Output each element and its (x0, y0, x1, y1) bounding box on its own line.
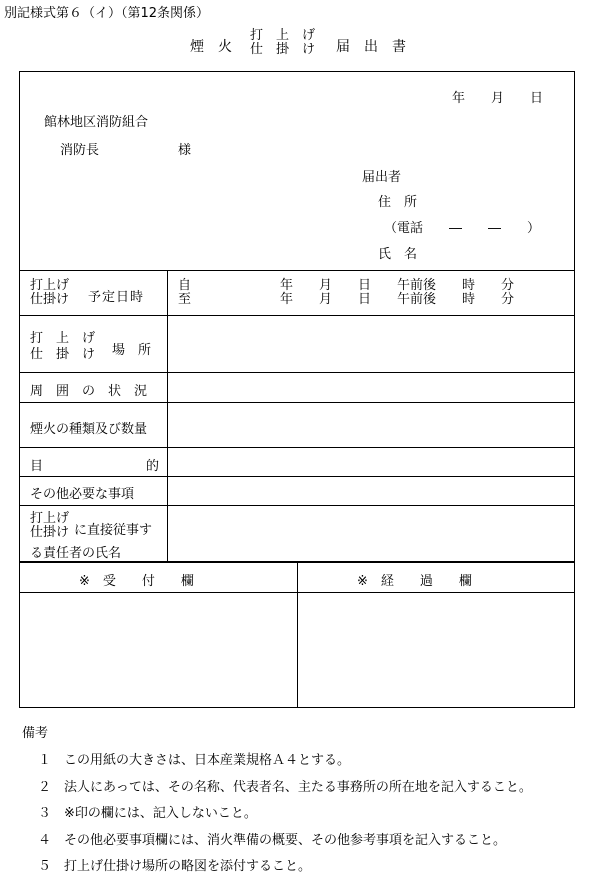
responsible-input[interactable] (168, 506, 575, 562)
name-label: 氏 名 (378, 247, 418, 262)
from-label: 自 (178, 278, 192, 293)
resp-stack (30, 512, 69, 540)
schedule-input[interactable] (168, 271, 575, 315)
title-stack-top: 打 上 げ (250, 28, 316, 43)
notes-title: 備考 (22, 726, 49, 741)
note-item: １ この用紙の大きさは、日本産業規格Ａ４とする。 (38, 753, 351, 768)
title-part2: 届 出 書 (336, 39, 406, 55)
to-label: 至 (178, 292, 192, 307)
resp-line1: に直接従事す (74, 523, 153, 538)
types-input[interactable] (168, 403, 575, 447)
place-stack-top: 打 上 げ (30, 331, 96, 346)
schedule-stack-bottom: 仕掛け (30, 292, 70, 307)
title-part1: 煙 火 (190, 39, 232, 55)
from-datetime: 年 月 日 午前後 時 分 (280, 278, 515, 293)
resp-stack-bottom: 仕掛け (30, 525, 70, 540)
other-input[interactable] (168, 477, 575, 505)
place-label: 場 所 (112, 343, 152, 358)
org-name: 館林地区消防組合 (44, 115, 149, 130)
title-stack-bottom: 仕 掛 け (250, 42, 316, 57)
notifier-label: 届出者 (362, 170, 402, 185)
note-item: ３ ※印の欄には、記入しないこと。 (38, 806, 257, 821)
resp-stack-top: 打上げ (30, 511, 70, 526)
place-stack (30, 331, 95, 363)
reception-header: ※ 受 付 欄 (79, 574, 194, 589)
place-input[interactable] (168, 316, 575, 372)
sama-label: 様 (178, 143, 192, 158)
office-divider (297, 562, 298, 708)
form-number: 別記様式第６（イ）（第12条関係） (4, 6, 210, 21)
note-item: ２ 法人にあっては、その名称、代表者名、主たる事務所の所在地を記入すること。 (38, 780, 532, 795)
schedule-stack (30, 279, 69, 307)
date-line: 年 月 日 (452, 91, 544, 106)
schedule-stack-top: 打上げ (30, 278, 70, 293)
to-datetime: 年 月 日 午前後 時 分 (280, 292, 515, 307)
note-item: ４ その他必要事項欄には、消火準備の概要、その他参考事項を記入すること。 (38, 833, 507, 848)
other-label: その他必要な事項 (30, 487, 135, 502)
surroundings-input[interactable] (168, 373, 575, 402)
purpose-input[interactable] (168, 448, 575, 476)
surroundings-label: 周 囲 の 状 況 (30, 384, 148, 399)
types-label: 煙火の種類及び数量 (30, 422, 148, 437)
progress-header: ※ 経 過 欄 (357, 574, 472, 589)
purpose-label-a: 目 (30, 459, 44, 474)
chief-label: 消防長 (60, 143, 100, 158)
schedule-label: 予定日時 (88, 290, 145, 305)
place-stack-bottom: 仕 掛 け (30, 347, 96, 362)
title-stack (250, 29, 315, 57)
address-label: 住 所 (378, 195, 418, 210)
phone-label: （電話 ― ― ） (384, 221, 541, 236)
note-item: ５ 打上げ仕掛け場所の略図を添付すること。 (38, 859, 312, 874)
purpose-label-b: 的 (146, 459, 160, 474)
resp-line2: る責任者の氏名 (30, 546, 122, 561)
